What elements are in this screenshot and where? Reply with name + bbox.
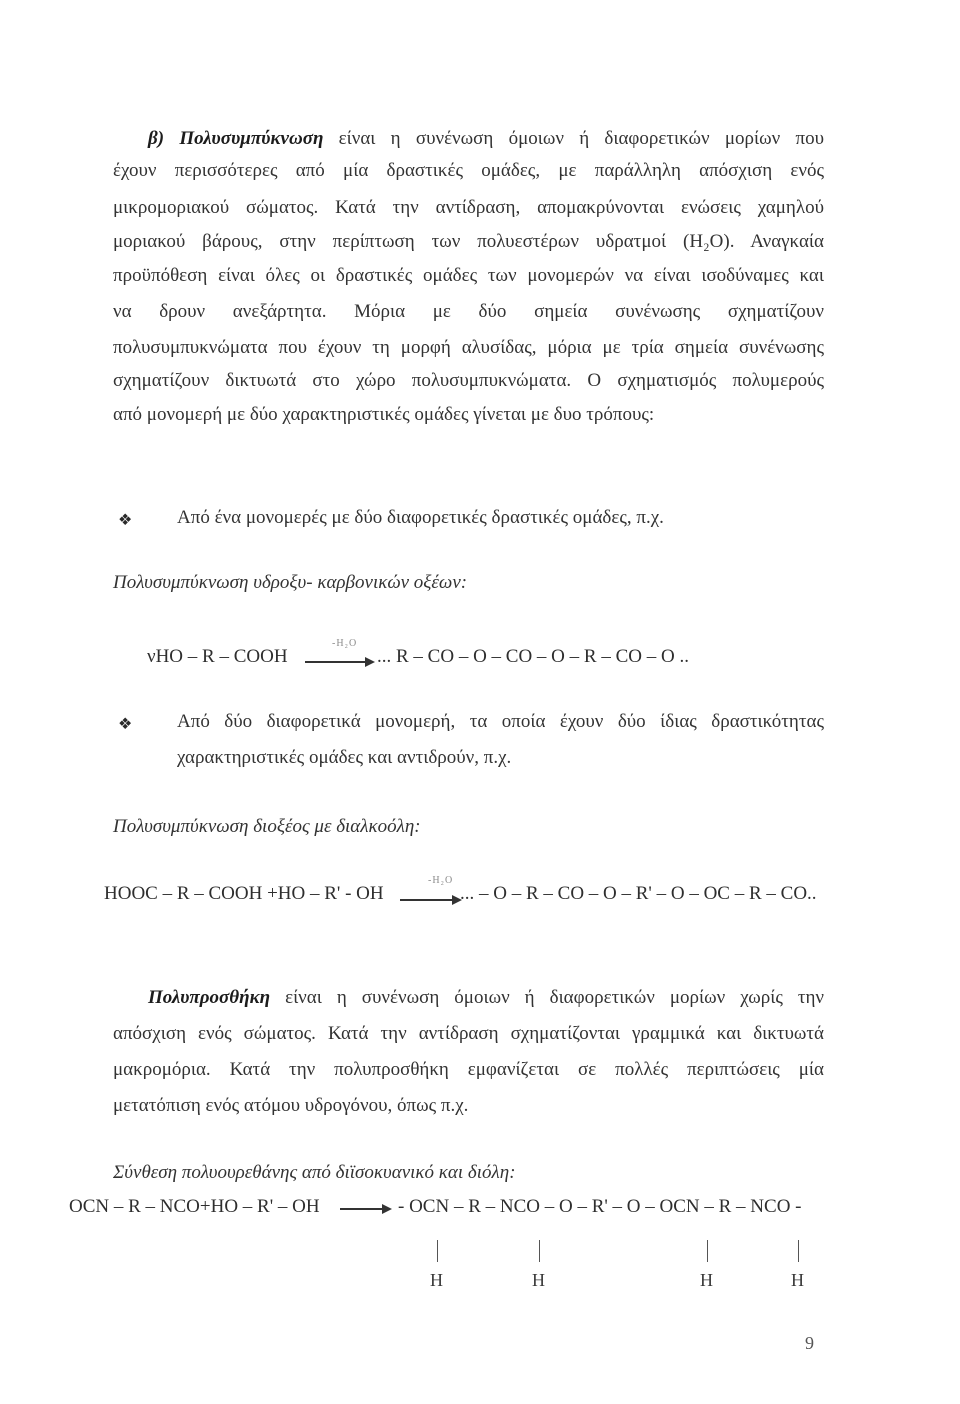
arrow-head-icon [382, 1204, 392, 1214]
example-caption: Πολυσυμπύκνωση διοξέος με διαλκοόλη: [113, 816, 421, 837]
reaction-arrow [400, 899, 456, 901]
reaction-reactant: HOOC – R – COOH +HO – R' - OH [104, 883, 384, 904]
paragraph-line: μακρομόρια. Κατά την πολυπροσθήκη εμφανίζεται σε πολλές περιπτώσεις μία [113, 1059, 824, 1080]
paragraph-line: μικρομοριακού σώματος. Κατά την αντίδραση, απομακρύνονται ενώσεις χαμηλού [113, 197, 824, 218]
paragraph-line: μοριακού βάρους, στην περίπτωση των πολυεστέρων υδρατμοί (H₂O). Αναγκαία [113, 231, 824, 252]
reaction-arrow [305, 661, 367, 663]
paragraph-line: σχηματίζουν δικτυωτά στο χώρο πολυσυμπυκνώματα. Ο σχηματισμός πολυμερούς [113, 370, 824, 391]
term-polyaddition: Πολυπροσθήκη [148, 987, 271, 1008]
paragraph-line: προϋπόθεση είναι όλες οι δραστικές ομάδες των μονομερών να είναι ισοδύναμες και [113, 265, 824, 286]
hydrogen-label: H [791, 1270, 804, 1290]
arrow-head-icon [365, 657, 375, 667]
paragraph-line: έχουν περισσότερες από μία δραστικές ομάδες, με παράλληλη απόσχιση ενός [113, 160, 824, 181]
paragraph-line [148, 986, 824, 1010]
hydrogen-label: H [532, 1270, 545, 1290]
reaction-product: - OCN – R – NCO – O – R' – O – OCN – R – NCO - [398, 1196, 802, 1217]
bullet-diamond-icon: ❖ [118, 716, 133, 733]
reaction-reactant: OCN – R – NCO+HO – R' – OH [69, 1196, 320, 1217]
bullet-text: Από ένα μονομερές με δύο διαφορετικές δραστικές ομάδες, π.χ. [177, 507, 664, 528]
reaction-reactant: νHO – R – COOH [147, 646, 288, 667]
paragraph-line [148, 127, 824, 151]
arrow-label: -H₂O [332, 638, 358, 649]
paragraph-line: από μονομερή με δύο χαρακτηριστικές ομάδες γίνεται με δυο τρόπους: [113, 404, 655, 425]
example-caption: Πολυσυμπύκνωση υδροξυ- καρβονικών οξέων: [113, 572, 468, 593]
reaction-arrow [340, 1208, 384, 1210]
paragraph-text: είναι η συνένωση όμοιων ή διαφορετικών μορίων που [338, 128, 824, 149]
paragraph-line: πολυσυμπυκνώματα που έχουν τη μορφή αλυσίδας, μόρια με τρία σημεία συνένωσης [113, 337, 824, 358]
bond-line [707, 1240, 708, 1262]
bond-line [798, 1240, 799, 1262]
hydrogen-label: H [430, 1270, 443, 1290]
paragraph-line: απόσχιση ενός σώματος. Κατά την αντίδραση σχηματίζονται γραμμικά και δικτυωτά [113, 1023, 824, 1044]
paragraph-text: είναι η συνένωση όμοιων ή διαφορετικών μορίων χωρίς την [285, 987, 825, 1008]
hydrogen-label: H [700, 1270, 713, 1290]
term-polycondensation: Πολυσυμπύκνωση [179, 128, 324, 149]
reaction-product: ... – O – R – CO – O – R' – O – OC – R – CO.. [460, 883, 817, 904]
paragraph-line: να δρουν ανεξάρτητα. Μόρια με δύο σημεία συνένωσης σχηματίζουν [113, 301, 824, 322]
paragraph-line: μετατόπιση ενός ατόμου υδρογόνου, όπως π.χ. [113, 1095, 469, 1116]
example-caption: Σύνθεση πολυουρεθάνης από διϊσοκυανικό και διόλη: [113, 1162, 516, 1183]
bullet-diamond-icon: ❖ [118, 512, 133, 529]
arrow-label: -H₂O [428, 875, 454, 886]
page-number: 9 [805, 1333, 814, 1353]
bullet-text: Από δύο διαφορετικά μονομερή, τα οποία έχουν δύο ίδιας δραστικότητας [177, 711, 824, 732]
bullet-text: χαρακτηριστικές ομάδες και αντιδρούν, π.χ. [177, 747, 512, 768]
section-label: β) [148, 128, 165, 149]
bond-line [539, 1240, 540, 1262]
reaction-product: ... R – CO – O – CO – O – R – CO – O .. [377, 646, 689, 667]
bond-line [437, 1240, 438, 1262]
